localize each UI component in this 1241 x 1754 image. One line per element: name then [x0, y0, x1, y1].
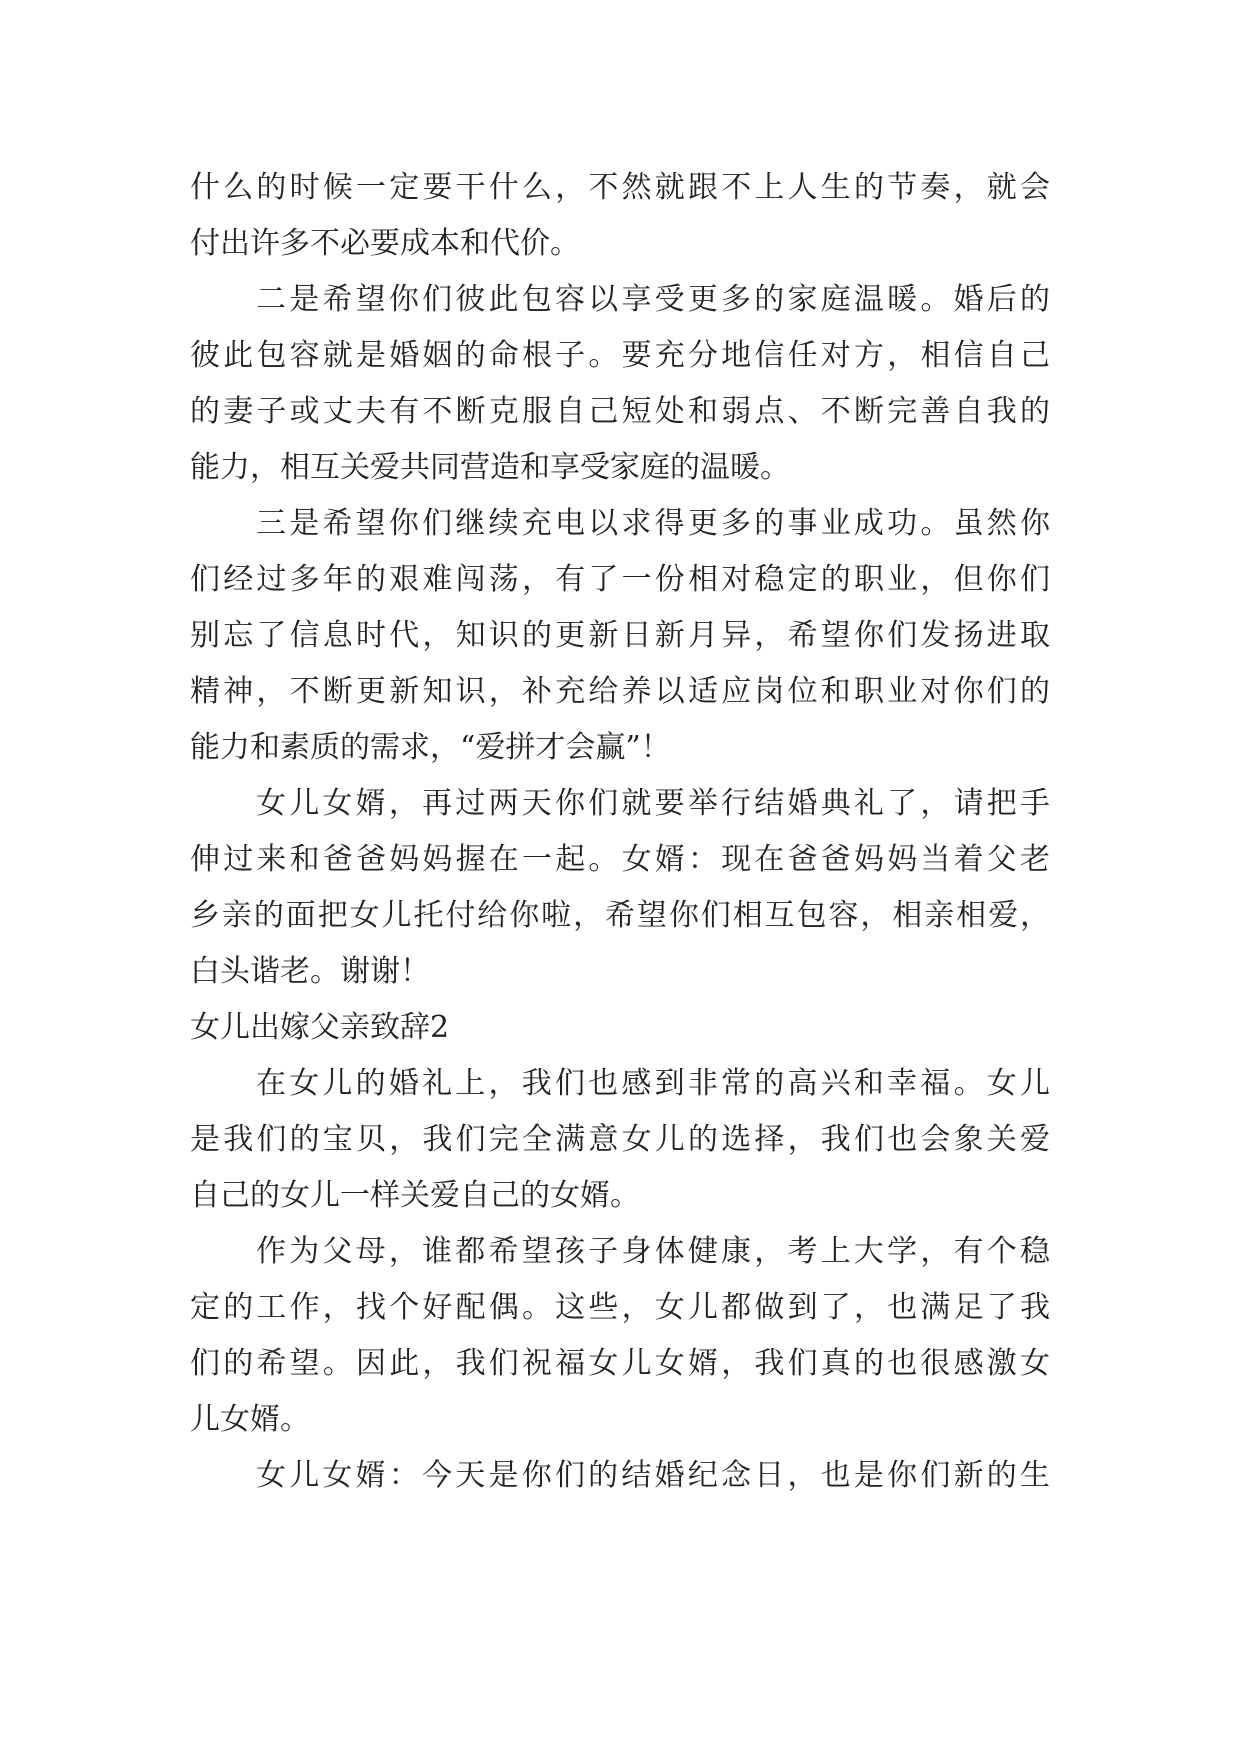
text-line: 定的工作，找个好配偶。这些，女儿都做到了，也满足了我: [190, 1290, 1050, 1325]
paragraph-first-line: 作为父母，谁都希望孩子身体健康，考上大学，有个稳: [256, 1234, 1050, 1269]
text-line: 别忘了信息时代，知识的更新日新月异，希望你们发扬进取: [190, 618, 1050, 653]
text-line: 们经过多年的艰难闯荡，有了一份相对稳定的职业，但你们: [190, 562, 1050, 597]
text-line: 是我们的宝贝，我们完全满意女儿的选择，我们也会象关爱: [190, 1122, 1050, 1157]
text-line: 伸过来和爸爸妈妈握在一起。女婿：现在爸爸妈妈当着父老: [190, 842, 1050, 877]
text-line: 能力和素质的需求，“爱拼才会赢”！: [190, 730, 671, 765]
document-body: [190, 160, 1050, 1504]
paragraph-first-line: 二是希望你们彼此包容以享受更多的家庭温暖。婚后的: [256, 282, 1050, 317]
text-line: 精神，不断更新知识，补充给养以适应岗位和职业对你们的: [190, 674, 1050, 709]
text-line: 什么的时候一定要干什么，不然就跟不上人生的节奏，就会: [190, 170, 1050, 205]
paragraph-first-line: 三是希望你们继续充电以求得更多的事业成功。虽然你: [256, 506, 1050, 541]
text-line: 乡亲的面把女儿托付给你啦，希望你们相互包容，相亲相爱，: [190, 898, 1050, 933]
text-line: 能力，相互关爱共同营造和享受家庭的温暖。: [190, 450, 790, 485]
text-line: 们的希望。因此，我们祝福女儿女婿，我们真的也很感激女: [190, 1346, 1050, 1381]
paragraph-first-line: 在女儿的婚礼上，我们也感到非常的高兴和幸福。女儿: [256, 1066, 1050, 1101]
text-line: 儿女婿。: [190, 1402, 310, 1437]
paragraph-first-line: 女儿女婿，再过两天你们就要举行结婚典礼了，请把手: [256, 786, 1050, 821]
section-heading: 女儿出嫁父亲致辞2: [190, 1010, 450, 1045]
paragraph-first-line: 女儿女婿：今天是你们的结婚纪念日，也是你们新的生: [256, 1458, 1050, 1493]
text-line: 彼此包容就是婚姻的命根子。要充分地信任对方，相信自己: [190, 338, 1050, 373]
text-line: 付出许多不必要成本和代价。: [190, 226, 580, 261]
text-line: 自己的女儿一样关爱自己的女婿。: [190, 1178, 640, 1213]
text-line: 白头谐老。谢谢！: [190, 954, 430, 989]
text-line: 的妻子或丈夫有不断克服自己短处和弱点、不断完善自我的: [190, 394, 1050, 429]
